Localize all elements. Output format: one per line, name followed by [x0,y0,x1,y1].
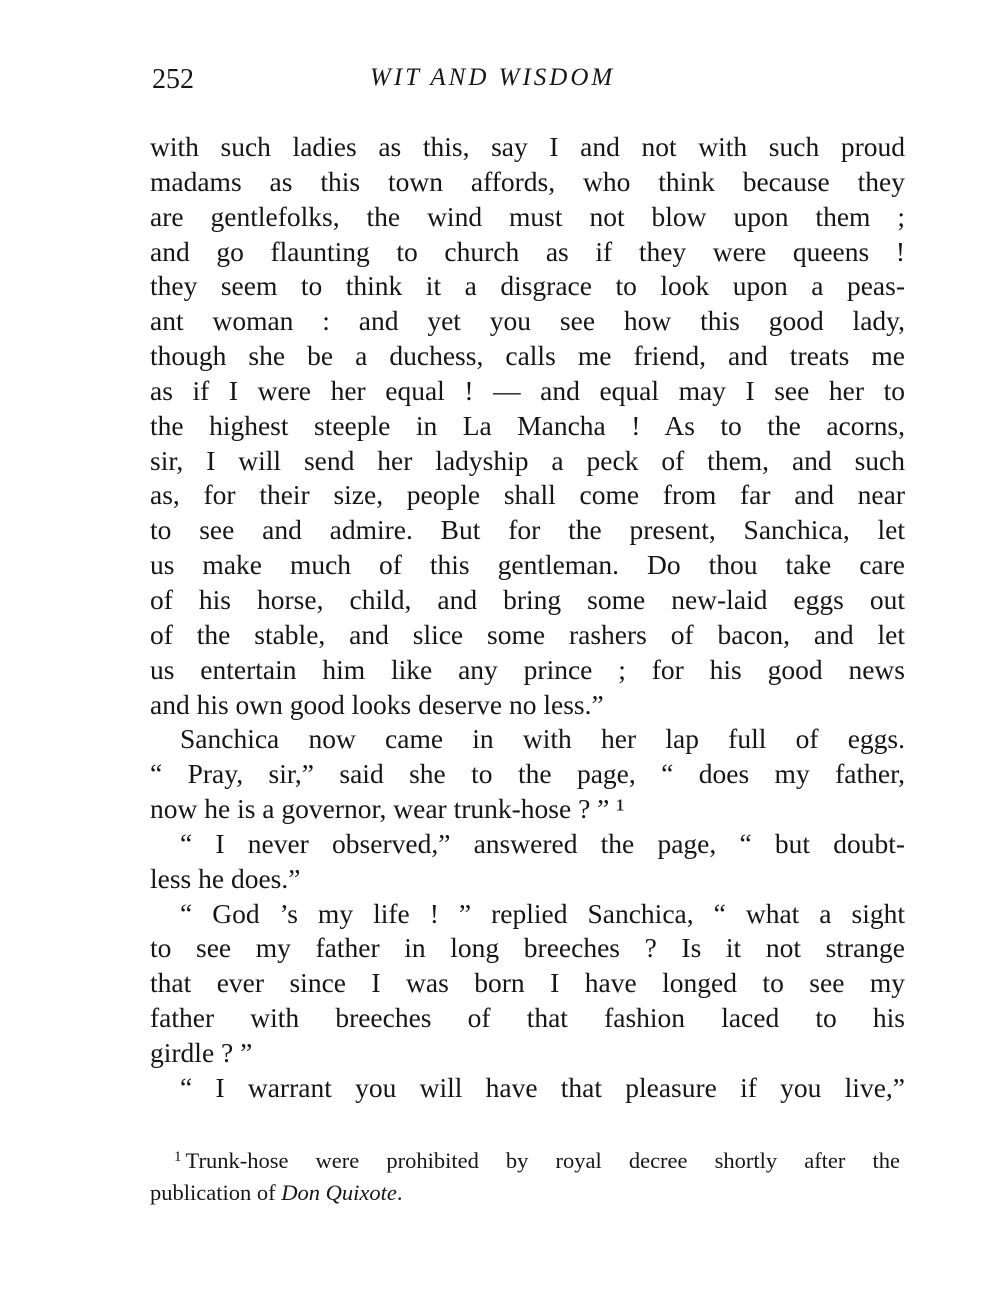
book-title: Don Quixote [281,1180,397,1205]
text-line: of his horse, child, and bring some new-laid eggs out [150,583,905,615]
text-line: sir, I will send her ladyship a peck of them, and such [150,444,905,476]
footnote-text: publication of [150,1180,282,1205]
text-line: are gentlefolks, the wind must not blow upon them ; [150,200,905,232]
footnote-text: . [396,1180,403,1205]
text-line: they seem to think it a disgrace to look upon a peas- [150,270,905,302]
footnote-marker: 1 [174,1149,182,1165]
text-line: girdle ? ” [150,1036,253,1068]
footnote-line [150,1177,900,1209]
text-line: Sanchica now came in with her lap full of eggs. [180,723,905,755]
text-line: to see and admire. But for the present, Sanchica, let [150,514,905,546]
text-line: “ I warrant you will have that pleasure if you live,” [180,1071,905,1103]
text-line: “ Pray, sir,” said she to the page, “ does my father, [150,758,905,790]
text-line: us entertain him like any prince ; for his good news [150,653,905,685]
text-line: and his own good looks deserve no less.” [150,688,604,720]
text-line: to see my father in long breeches ? Is it not strange [150,932,905,964]
footnote-text: Trunk-hose were prohibited by royal decree shortly after the [185,1148,900,1173]
text-line: now he is a governor, wear trunk-hose ? ” ¹ [150,793,625,825]
body-text [150,130,905,1106]
running-title: WIT AND WISDOM [370,64,616,91]
text-line: madams as this town affords, who think because they [150,165,905,197]
text-line: the highest steeple in La Mancha ! As to the acorns, [150,409,905,441]
text-line: father with breeches of that fashion laced to his [150,1002,905,1034]
text-line: “ I never observed,” answered the page, “ but doubt- [180,827,905,859]
text-line: less he does.” [150,862,301,894]
text-line: ant woman : and yet you see how this good lady, [150,305,905,337]
text-line: us make much of this gentleman. Do thou take care [150,549,905,581]
text-line: “ God ’s my life ! ” replied Sanchica, “ what a sight [180,897,905,929]
text-line: as, for their size, people shall come from far and near [150,479,905,511]
footnote-line [150,1141,900,1177]
text-line: of the stable, and slice some rashers of bacon, and let [150,618,905,650]
footnote [150,1141,900,1209]
page-number: 252 [152,64,194,95]
running-header [150,64,905,100]
text-line: though she be a duchess, calls me friend, and treats me [150,340,905,372]
text-line: with such ladies as this, say I and not with such proud [150,131,905,162]
text-line: that ever since I was born I have longed to see my [150,967,905,999]
text-line: and go flaunting to church as if they were queens ! [150,235,905,267]
text-line: as if I were her equal ! — and equal may I see her to [150,374,905,406]
